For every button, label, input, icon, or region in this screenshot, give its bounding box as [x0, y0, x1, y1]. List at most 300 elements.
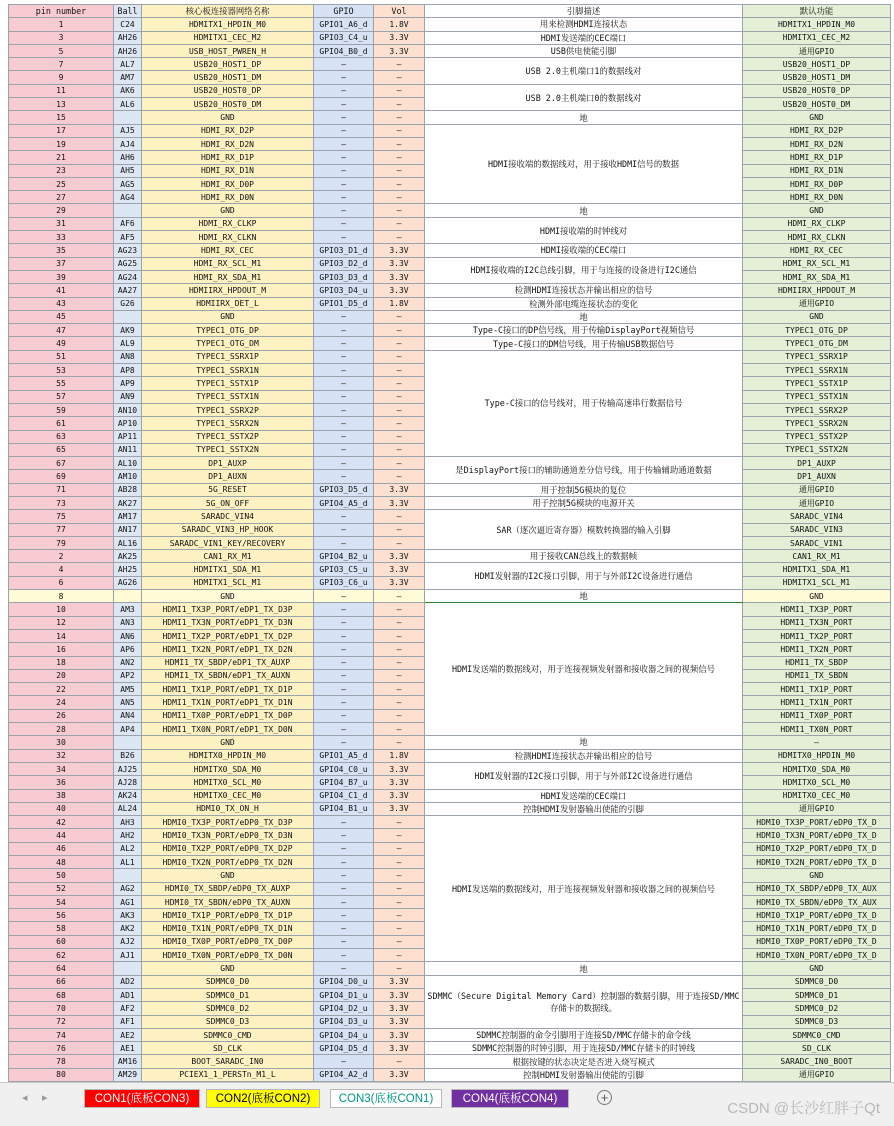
- cell-default-function[interactable]: HDMI_RX_CLKP: [743, 217, 891, 230]
- cell-net[interactable]: BOOT_SARADC_IN0: [142, 1055, 314, 1068]
- cell-gpio[interactable]: GPIO4_D5_d: [314, 1042, 374, 1055]
- cell-vol[interactable]: —: [374, 124, 425, 137]
- cell-default-function[interactable]: HDMI1_TX2P_PORT: [743, 629, 891, 642]
- cell-vol[interactable]: —: [374, 536, 425, 549]
- cell-default-function[interactable]: USB20_HOST1_DP: [743, 58, 891, 71]
- cell-default-function[interactable]: HDMITX1_SDA_M1: [743, 563, 891, 576]
- cell-pin[interactable]: 38: [9, 789, 114, 802]
- cell-description[interactable]: HDMI接收端的时钟线对: [425, 217, 743, 244]
- cell-net[interactable]: DP1_AUXP: [142, 457, 314, 470]
- cell-default-function[interactable]: HDMI1_TX1N_PORT: [743, 696, 891, 709]
- cell-net[interactable]: GND: [142, 869, 314, 882]
- cell-default-function[interactable]: TYPEC1_SSRX1P: [743, 350, 891, 363]
- cell-ball[interactable]: AK27: [114, 496, 142, 509]
- cell-ball[interactable]: AG1: [114, 895, 142, 908]
- cell-gpio[interactable]: —: [314, 656, 374, 669]
- cell-pin[interactable]: 50: [9, 869, 114, 882]
- cell-net[interactable]: USB20_HOST0_DP: [142, 84, 314, 97]
- cell-net[interactable]: HDMI_RX_SDA_M1: [142, 270, 314, 283]
- cell-vol[interactable]: —: [374, 324, 425, 337]
- cell-ball[interactable]: AA27: [114, 284, 142, 297]
- cell-pin[interactable]: 35: [9, 244, 114, 257]
- cell-pin[interactable]: 52: [9, 882, 114, 895]
- cell-net[interactable]: SDMMC0_CMD: [142, 1028, 314, 1041]
- cell-gpio[interactable]: GPIO1_A6_d: [314, 18, 374, 31]
- cell-default-function[interactable]: SDMMC0_CMD: [743, 1028, 891, 1041]
- cell-vol[interactable]: —: [374, 377, 425, 390]
- cell-pin[interactable]: 40: [9, 802, 114, 815]
- cell-pin[interactable]: 77: [9, 523, 114, 536]
- cell-pin[interactable]: 31: [9, 217, 114, 230]
- cell-default-function[interactable]: HDMI_RX_SCL_M1: [743, 257, 891, 270]
- cell-description[interactable]: 检测HDMI连接状态并输出相应的信号: [425, 749, 743, 762]
- prev-sheet-icon[interactable]: ◂: [22, 1092, 28, 1104]
- cell-gpio[interactable]: GPIO3_C6_u: [314, 576, 374, 589]
- cell-vol[interactable]: 3.3V: [374, 31, 425, 44]
- cell-description[interactable]: 地: [425, 204, 743, 217]
- cell-vol[interactable]: —: [374, 470, 425, 483]
- cell-gpio[interactable]: GPIO3_C4_u: [314, 31, 374, 44]
- cell-vol[interactable]: —: [374, 842, 425, 855]
- cell-pin[interactable]: 6: [9, 576, 114, 589]
- cell-net[interactable]: SARADC_VIN4: [142, 510, 314, 523]
- cell-ball[interactable]: AH25: [114, 563, 142, 576]
- cell-gpio[interactable]: —: [314, 177, 374, 190]
- cell-ball[interactable]: [114, 590, 142, 603]
- cell-gpio[interactable]: —: [314, 84, 374, 97]
- cell-vol[interactable]: —: [374, 882, 425, 895]
- cell-ball[interactable]: AH2: [114, 829, 142, 842]
- cell-gpio[interactable]: GPIO4_B0_d: [314, 44, 374, 57]
- cell-vol[interactable]: 3.3V: [374, 789, 425, 802]
- cell-net[interactable]: TYPEC1_SSTX1N: [142, 390, 314, 403]
- cell-ball[interactable]: AN2: [114, 656, 142, 669]
- cell-pin[interactable]: 63: [9, 430, 114, 443]
- cell-vol[interactable]: 3.3V: [374, 1028, 425, 1041]
- cell-default-function[interactable]: HDMI0_TX2P_PORT/eDP0_TX_D: [743, 842, 891, 855]
- cell-net[interactable]: HDMI_RX_D1N: [142, 164, 314, 177]
- cell-ball[interactable]: AN17: [114, 523, 142, 536]
- cell-vol[interactable]: 3.3V: [374, 483, 425, 496]
- cell-ball[interactable]: AP10: [114, 417, 142, 430]
- cell-net[interactable]: HDMIIRX_DET_L: [142, 297, 314, 310]
- cell-vol[interactable]: —: [374, 816, 425, 829]
- cell-pin[interactable]: 46: [9, 842, 114, 855]
- cell-default-function[interactable]: SDMMC0_D0: [743, 975, 891, 988]
- cell-vol[interactable]: —: [374, 856, 425, 869]
- cell-ball[interactable]: [114, 111, 142, 124]
- cell-net[interactable]: SD_CLK: [142, 1042, 314, 1055]
- cell-pin[interactable]: 64: [9, 962, 114, 975]
- cell-net[interactable]: GND: [142, 310, 314, 323]
- cell-default-function[interactable]: 通用GPIO: [743, 802, 891, 815]
- cell-pin[interactable]: 23: [9, 164, 114, 177]
- cell-ball[interactable]: AH26: [114, 44, 142, 57]
- cell-net[interactable]: SDMMC0_D2: [142, 1002, 314, 1015]
- cell-gpio[interactable]: GPIO3_C5_u: [314, 563, 374, 576]
- cell-net[interactable]: HDMITX1_SDA_M1: [142, 563, 314, 576]
- cell-net[interactable]: DP1_AUXN: [142, 470, 314, 483]
- cell-default-function[interactable]: HDMI_RX_D2P: [743, 124, 891, 137]
- cell-gpio[interactable]: —: [314, 470, 374, 483]
- cell-gpio[interactable]: —: [314, 350, 374, 363]
- cell-net[interactable]: SDMMC0_D3: [142, 1015, 314, 1028]
- cell-pin[interactable]: 49: [9, 337, 114, 350]
- cell-net[interactable]: HDMITX0_SCL_M0: [142, 776, 314, 789]
- cell-gpio[interactable]: GPIO4_C0_u: [314, 762, 374, 775]
- cell-default-function[interactable]: HDMI1_TX2N_PORT: [743, 643, 891, 656]
- cell-default-function[interactable]: SARADC_VIN4: [743, 510, 891, 523]
- cell-ball[interactable]: AJ28: [114, 776, 142, 789]
- cell-default-function[interactable]: TYPEC1_SSRX2P: [743, 403, 891, 416]
- cell-net[interactable]: SARADC_VIN1_KEY/RECOVERY: [142, 536, 314, 549]
- cell-net[interactable]: TYPEC1_SSRX1P: [142, 350, 314, 363]
- cell-net[interactable]: PCIEX1_1_PERSTn_M1_L: [142, 1068, 314, 1081]
- cell-gpio[interactable]: GPIO3_D1_d: [314, 244, 374, 257]
- cell-gpio[interactable]: —: [314, 536, 374, 549]
- cell-pin[interactable]: 73: [9, 496, 114, 509]
- cell-vol[interactable]: —: [374, 656, 425, 669]
- cell-vol[interactable]: —: [374, 709, 425, 722]
- cell-vol[interactable]: —: [374, 71, 425, 84]
- cell-ball[interactable]: AF5: [114, 231, 142, 244]
- cell-ball[interactable]: AP6: [114, 643, 142, 656]
- cell-vol[interactable]: —: [374, 669, 425, 682]
- cell-default-function[interactable]: HDMI1_TX0N_PORT: [743, 723, 891, 736]
- cell-description[interactable]: Type-C接口的DP信号线，用于传输DisplayPort视频信号: [425, 324, 743, 337]
- cell-net[interactable]: GND: [142, 736, 314, 749]
- cell-default-function[interactable]: SARADC_VIN1: [743, 536, 891, 549]
- cell-default-function[interactable]: HDMI0_TX1P_PORT/eDP0_TX_D: [743, 909, 891, 922]
- column-header[interactable]: 核心板连接器网络名称: [142, 5, 314, 18]
- cell-net[interactable]: HDMI0_TX0P_PORT/eDP0_TX_D0P: [142, 935, 314, 948]
- cell-net[interactable]: GND: [142, 111, 314, 124]
- cell-pin[interactable]: 7: [9, 58, 114, 71]
- cell-gpio[interactable]: GPIO4_C1_d: [314, 789, 374, 802]
- cell-default-function[interactable]: GND: [743, 590, 891, 603]
- cell-description[interactable]: HDMI发送端的CEC端口: [425, 31, 743, 44]
- cell-gpio[interactable]: —: [314, 430, 374, 443]
- cell-net[interactable]: TYPEC1_SSRX2P: [142, 403, 314, 416]
- cell-net[interactable]: HDMI_RX_D2P: [142, 124, 314, 137]
- cell-pin[interactable]: 51: [9, 350, 114, 363]
- cell-net[interactable]: HDMI1_TX3P_PORT/eDP1_TX_D3P: [142, 603, 314, 616]
- cell-ball[interactable]: AD2: [114, 975, 142, 988]
- cell-gpio[interactable]: —: [314, 417, 374, 430]
- cell-default-function[interactable]: TYPEC1_SSTX2N: [743, 443, 891, 456]
- cell-description[interactable]: Type-C接口的信号线对，用于传输高速串行数据信号: [425, 350, 743, 456]
- cell-pin[interactable]: 22: [9, 683, 114, 696]
- cell-gpio[interactable]: —: [314, 696, 374, 709]
- cell-default-function[interactable]: HDMI0_TX0N_PORT/eDP0_TX_D: [743, 949, 891, 962]
- cell-description[interactable]: USB 2.0主机端口1的数据线对: [425, 58, 743, 85]
- cell-default-function[interactable]: GND: [743, 204, 891, 217]
- cell-vol[interactable]: 1.8V: [374, 749, 425, 762]
- cell-net[interactable]: TYPEC1_SSTX1P: [142, 377, 314, 390]
- column-header[interactable]: Vol: [374, 5, 425, 18]
- cell-pin[interactable]: 41: [9, 284, 114, 297]
- cell-default-function[interactable]: TYPEC1_SSRX2N: [743, 417, 891, 430]
- cell-default-function[interactable]: HDMI1_TX_SBDN: [743, 669, 891, 682]
- cell-vol[interactable]: —: [374, 590, 425, 603]
- sheet-tab-con4[interactable]: CON4(底板CON4): [451, 1089, 569, 1108]
- cell-net[interactable]: TYPEC1_SSRX2N: [142, 417, 314, 430]
- cell-net[interactable]: HDMI0_TX_SBDP/eDP0_TX_AUXP: [142, 882, 314, 895]
- cell-vol[interactable]: —: [374, 137, 425, 150]
- cell-pin[interactable]: 47: [9, 324, 114, 337]
- cell-ball[interactable]: AK3: [114, 909, 142, 922]
- cell-gpio[interactable]: GPIO3_D4_u: [314, 284, 374, 297]
- cell-default-function[interactable]: CAN1_RX_M1: [743, 550, 891, 563]
- cell-net[interactable]: GND: [142, 962, 314, 975]
- cell-default-function[interactable]: HDMI_RX_D0N: [743, 191, 891, 204]
- cell-gpio[interactable]: GPIO1_D5_d: [314, 297, 374, 310]
- cell-pin[interactable]: 53: [9, 364, 114, 377]
- cell-pin[interactable]: 3: [9, 31, 114, 44]
- cell-description[interactable]: SDMMC控制器的时钟引脚，用于连接SD/MMC存储卡的时钟线: [425, 1042, 743, 1055]
- cell-ball[interactable]: AN8: [114, 350, 142, 363]
- cell-gpio[interactable]: —: [314, 151, 374, 164]
- cell-default-function[interactable]: TYPEC1_SSTX2P: [743, 430, 891, 443]
- cell-pin[interactable]: 21: [9, 151, 114, 164]
- cell-ball[interactable]: AD1: [114, 988, 142, 1001]
- cell-net[interactable]: HDMI_RX_D0P: [142, 177, 314, 190]
- cell-gpio[interactable]: —: [314, 231, 374, 244]
- cell-gpio[interactable]: —: [314, 882, 374, 895]
- cell-default-function[interactable]: HDMITX1_CEC_M2: [743, 31, 891, 44]
- cell-net[interactable]: HDMI0_TX1P_PORT/eDP0_TX_D1P: [142, 909, 314, 922]
- cell-vol[interactable]: 3.3V: [374, 496, 425, 509]
- cell-description[interactable]: 用于接收CAN总线上的数据帧: [425, 550, 743, 563]
- cell-description[interactable]: 地: [425, 962, 743, 975]
- cell-ball[interactable]: AJ2: [114, 935, 142, 948]
- cell-gpio[interactable]: —: [314, 98, 374, 111]
- cell-pin[interactable]: 78: [9, 1055, 114, 1068]
- cell-vol[interactable]: 3.3V: [374, 762, 425, 775]
- cell-vol[interactable]: —: [374, 390, 425, 403]
- cell-net[interactable]: HDMI_RX_CLKN: [142, 231, 314, 244]
- cell-pin[interactable]: 4: [9, 563, 114, 576]
- cell-gpio[interactable]: —: [314, 643, 374, 656]
- cell-vol[interactable]: —: [374, 935, 425, 948]
- cell-gpio[interactable]: —: [314, 71, 374, 84]
- cell-gpio[interactable]: —: [314, 629, 374, 642]
- cell-ball[interactable]: B26: [114, 749, 142, 762]
- cell-pin[interactable]: 67: [9, 457, 114, 470]
- cell-ball[interactable]: C24: [114, 18, 142, 31]
- cell-net[interactable]: HDMI0_TX2N_PORT/eDP0_TX_D2N: [142, 856, 314, 869]
- cell-gpio[interactable]: —: [314, 829, 374, 842]
- cell-description[interactable]: USB 2.0主机端口0的数据线对: [425, 84, 743, 111]
- cell-vol[interactable]: —: [374, 231, 425, 244]
- cell-ball[interactable]: AN4: [114, 709, 142, 722]
- cell-ball[interactable]: AN11: [114, 443, 142, 456]
- cell-ball[interactable]: AF1: [114, 1015, 142, 1028]
- cell-description[interactable]: SAR（逐次逼近寄存器）模数转换器的输入引脚: [425, 510, 743, 550]
- cell-net[interactable]: USB20_HOST0_DM: [142, 98, 314, 111]
- cell-gpio[interactable]: —: [314, 683, 374, 696]
- cell-pin[interactable]: 1: [9, 18, 114, 31]
- cell-vol[interactable]: —: [374, 177, 425, 190]
- cell-net[interactable]: USB20_HOST1_DP: [142, 58, 314, 71]
- cell-gpio[interactable]: —: [314, 949, 374, 962]
- cell-ball[interactable]: AG26: [114, 576, 142, 589]
- cell-default-function[interactable]: HDMI1_TX3N_PORT: [743, 616, 891, 629]
- cell-ball[interactable]: AE1: [114, 1042, 142, 1055]
- cell-default-function[interactable]: HDMI0_TX_SBDP/eDP0_TX_AUX: [743, 882, 891, 895]
- cell-net[interactable]: HDMI0_TX3N_PORT/eDP0_TX_D3N: [142, 829, 314, 842]
- cell-pin[interactable]: 24: [9, 696, 114, 709]
- cell-net[interactable]: HDMITX1_HPDIN_M0: [142, 18, 314, 31]
- cell-net[interactable]: HDMI0_TX2P_PORT/eDP0_TX_D2P: [142, 842, 314, 855]
- cell-net[interactable]: HDMIIRX_HPDOUT_M: [142, 284, 314, 297]
- cell-gpio[interactable]: —: [314, 895, 374, 908]
- cell-pin[interactable]: 65: [9, 443, 114, 456]
- cell-gpio[interactable]: —: [314, 364, 374, 377]
- cell-description[interactable]: 地: [425, 310, 743, 323]
- cell-net[interactable]: HDMI_RX_D1P: [142, 151, 314, 164]
- cell-gpio[interactable]: —: [314, 616, 374, 629]
- cell-net[interactable]: HDMI1_TX2P_PORT/eDP1_TX_D2P: [142, 629, 314, 642]
- cell-vol[interactable]: 3.3V: [374, 802, 425, 815]
- cell-gpio[interactable]: GPIO4_D1_u: [314, 988, 374, 1001]
- cell-description[interactable]: 控制HDMI发射器输出使能的引脚: [425, 1068, 743, 1081]
- cell-pin[interactable]: 71: [9, 483, 114, 496]
- cell-ball[interactable]: AL24: [114, 802, 142, 815]
- cell-description[interactable]: USB供电使能引脚: [425, 44, 743, 57]
- cell-vol[interactable]: —: [374, 417, 425, 430]
- cell-pin[interactable]: 17: [9, 124, 114, 137]
- cell-pin[interactable]: 55: [9, 377, 114, 390]
- cell-vol[interactable]: —: [374, 364, 425, 377]
- cell-vol[interactable]: —: [374, 1055, 425, 1068]
- cell-default-function[interactable]: HDMI1_TX3P_PORT: [743, 603, 891, 616]
- cell-description[interactable]: SDMMC控制器的命令引脚用于连接SD/MMC存储卡的命令线: [425, 1028, 743, 1041]
- cell-pin[interactable]: 80: [9, 1068, 114, 1081]
- cell-ball[interactable]: AM17: [114, 510, 142, 523]
- cell-gpio[interactable]: GPIO4_D4_u: [314, 1028, 374, 1041]
- cell-ball[interactable]: AJ4: [114, 137, 142, 150]
- cell-net[interactable]: HDMI_RX_D0N: [142, 191, 314, 204]
- cell-ball[interactable]: AG5: [114, 177, 142, 190]
- cell-ball[interactable]: [114, 310, 142, 323]
- cell-pin[interactable]: 27: [9, 191, 114, 204]
- cell-pin[interactable]: 18: [9, 656, 114, 669]
- cell-net[interactable]: HDMI0_TX_ON_H: [142, 802, 314, 815]
- cell-net[interactable]: HDMITX1_SCL_M1: [142, 576, 314, 589]
- cell-vol[interactable]: —: [374, 58, 425, 71]
- cell-gpio[interactable]: —: [314, 124, 374, 137]
- cell-net[interactable]: HDMITX0_HPDIN_M0: [142, 749, 314, 762]
- cell-default-function[interactable]: TYPEC1_SSTX1N: [743, 390, 891, 403]
- cell-default-function[interactable]: HDMI_RX_D1N: [743, 164, 891, 177]
- cell-vol[interactable]: 3.3V: [374, 776, 425, 789]
- cell-default-function[interactable]: 通用GPIO: [743, 483, 891, 496]
- sheet-tab-con3[interactable]: CON3(底板CON1): [330, 1089, 442, 1108]
- cell-description[interactable]: HDMI接收端的I2C总线引脚，用于与连接的设备进行I2C通信: [425, 257, 743, 284]
- cell-ball[interactable]: AN3: [114, 616, 142, 629]
- column-header[interactable]: GPIO: [314, 5, 374, 18]
- cell-vol[interactable]: —: [374, 350, 425, 363]
- cell-default-function[interactable]: —: [743, 736, 891, 749]
- cell-ball[interactable]: AM29: [114, 1068, 142, 1081]
- cell-pin[interactable]: 33: [9, 231, 114, 244]
- cell-vol[interactable]: 3.3V: [374, 563, 425, 576]
- cell-vol[interactable]: —: [374, 629, 425, 642]
- cell-net[interactable]: HDMI1_TX3N_PORT/eDP1_TX_D3N: [142, 616, 314, 629]
- cell-pin[interactable]: 61: [9, 417, 114, 430]
- cell-net[interactable]: HDMI0_TX0N_PORT/eDP0_TX_D0N: [142, 949, 314, 962]
- cell-net[interactable]: SDMMC0_D1: [142, 988, 314, 1001]
- cell-ball[interactable]: AG24: [114, 270, 142, 283]
- cell-vol[interactable]: —: [374, 869, 425, 882]
- cell-description[interactable]: HDMI发射器的I2C接口引脚，用于与外部I2C设备进行通信: [425, 762, 743, 789]
- cell-description[interactable]: 地: [425, 590, 743, 603]
- cell-net[interactable]: HDMI1_TX_SBDN/eDP1_TX_AUXN: [142, 669, 314, 682]
- cell-pin[interactable]: 9: [9, 71, 114, 84]
- cell-gpio[interactable]: —: [314, 590, 374, 603]
- sheet-tab-con2[interactable]: CON2(底板CON2): [206, 1089, 320, 1108]
- cell-vol[interactable]: —: [374, 98, 425, 111]
- cell-net[interactable]: HDMI_RX_D2N: [142, 137, 314, 150]
- cell-net[interactable]: CAN1_RX_M1: [142, 550, 314, 563]
- cell-pin[interactable]: 42: [9, 816, 114, 829]
- cell-default-function[interactable]: HDMITX0_HPDIN_M0: [743, 749, 891, 762]
- cell-vol[interactable]: 3.3V: [374, 44, 425, 57]
- cell-default-function[interactable]: HDMIIRX_HPDOUT_M: [743, 284, 891, 297]
- cell-ball[interactable]: [114, 736, 142, 749]
- cell-default-function[interactable]: HDMITX1_HPDIN_M0: [743, 18, 891, 31]
- cell-vol[interactable]: 3.3V: [374, 1068, 425, 1081]
- cell-ball[interactable]: AL1: [114, 856, 142, 869]
- cell-default-function[interactable]: TYPEC1_SSRX1N: [743, 364, 891, 377]
- cell-default-function[interactable]: SARADC_VIN3: [743, 523, 891, 536]
- cell-vol[interactable]: —: [374, 217, 425, 230]
- cell-ball[interactable]: AL9: [114, 337, 142, 350]
- cell-ball[interactable]: AK9: [114, 324, 142, 337]
- cell-ball[interactable]: AJ25: [114, 762, 142, 775]
- cell-net[interactable]: 5G_RESET: [142, 483, 314, 496]
- cell-ball[interactable]: AK24: [114, 789, 142, 802]
- cell-gpio[interactable]: —: [314, 869, 374, 882]
- cell-ball[interactable]: AM16: [114, 1055, 142, 1068]
- cell-pin[interactable]: 69: [9, 470, 114, 483]
- cell-gpio[interactable]: —: [314, 217, 374, 230]
- cell-ball[interactable]: AF2: [114, 1002, 142, 1015]
- cell-gpio[interactable]: GPIO4_B1_u: [314, 802, 374, 815]
- cell-ball[interactable]: AP8: [114, 364, 142, 377]
- cell-default-function[interactable]: HDMI1_TX1P_PORT: [743, 683, 891, 696]
- cell-pin[interactable]: 29: [9, 204, 114, 217]
- cell-vol[interactable]: —: [374, 696, 425, 709]
- cell-gpio[interactable]: —: [314, 390, 374, 403]
- cell-vol[interactable]: —: [374, 84, 425, 97]
- cell-gpio[interactable]: GPIO3_D3_d: [314, 270, 374, 283]
- cell-pin[interactable]: 36: [9, 776, 114, 789]
- cell-default-function[interactable]: HDMI_RX_CLKN: [743, 231, 891, 244]
- pin-table[interactable]: [8, 4, 891, 1082]
- cell-gpio[interactable]: —: [314, 856, 374, 869]
- cell-ball[interactable]: AK2: [114, 922, 142, 935]
- cell-default-function[interactable]: HDMI0_TX0P_PORT/eDP0_TX_D: [743, 935, 891, 948]
- next-sheet-icon[interactable]: ▸: [42, 1092, 48, 1104]
- cell-pin[interactable]: 45: [9, 310, 114, 323]
- cell-ball[interactable]: AP11: [114, 430, 142, 443]
- column-header[interactable]: 引脚描述: [425, 5, 743, 18]
- cell-pin[interactable]: 74: [9, 1028, 114, 1041]
- cell-net[interactable]: SDMMC0_D0: [142, 975, 314, 988]
- cell-pin[interactable]: 14: [9, 629, 114, 642]
